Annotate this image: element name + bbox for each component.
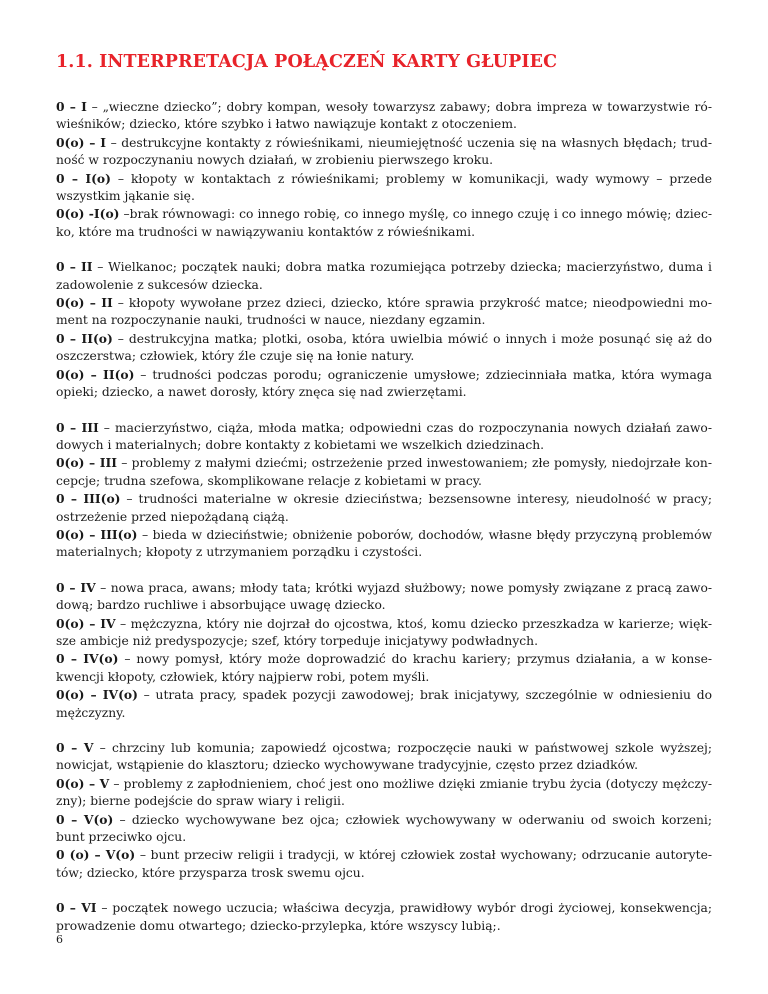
entry-paragraph — [56, 205, 712, 241]
entry-paragraph — [56, 899, 712, 935]
entry-paragraph — [56, 366, 712, 402]
card-combination-code: 0(o) – IV(o) — [56, 687, 138, 703]
entry-paragraph — [56, 846, 712, 882]
entry-description: – problemy z małymi dziećmi; ostrzeżenie przed inwestowaniem; złe pomysły, niedojrzałe koncepcje; trudna szefowa, skomplikowane relacje z kobietami w pracy. — [56, 456, 712, 488]
page-number: 6 — [56, 933, 63, 946]
entry-group — [56, 419, 712, 562]
entry-description: – destrukcyjne kontakty z rówieśnikami, nieumiejętność uczenia się na własnych błędach; trudność w rozpoczynaniu nowych działań, w zrobieniu pierwszego kroku. — [56, 135, 712, 168]
card-combination-code: 0 (o) – V(o) — [56, 847, 136, 863]
document-page — [56, 52, 712, 952]
entry-group — [56, 739, 712, 882]
card-combination-code: 0 – V — [56, 740, 94, 755]
entry-paragraph — [56, 686, 712, 722]
section-title: 1.1. INTERPRETACJA POŁĄCZEŃ KARTY GŁUPIEC — [56, 52, 558, 72]
card-combination-code: 0 – II — [56, 259, 93, 275]
entry-description: – trudności materialne w okresie dzieciństwa; bezsensowne interesy, nieudolność w pracy; ostrzeżenie przed niepożądaną ciążą. — [56, 492, 712, 524]
entry-group — [56, 579, 712, 722]
card-combination-code: 0 – I — [56, 99, 87, 114]
entry-description: – początek nowego uczucia; właściwa decyzja, prawidłowy wybór drogi życiowej, konsekwencja; prowadzenie domu otwartego; dziecko-przylepka, które wszyscy lubią;. — [56, 901, 712, 933]
entry-description: –brak równowagi: co innego robię, co innego myślę, co innego czuję i co innego mówię; dziecko, które ma trudności w nawiązywaniu kontaktów z rówieśnikami. — [56, 207, 712, 239]
card-combination-code: 0 – VI — [56, 900, 97, 916]
card-combination-code: 0(o) – I — [56, 134, 107, 150]
card-combination-code: 0(o) – II — [56, 295, 113, 311]
entry-description: – mężczyzna, który nie dojrzał do ojcostwa, ktoś, komu dziecko przeszkadza w karierze; większe ambicje niż predyspozycje; szef, który torpeduje inicjatywy podwładnych. — [56, 616, 712, 648]
entry-paragraph — [56, 258, 712, 294]
entry-description: – kłopoty w kontaktach z rówieśnikami; problemy w komunikacji, wady wymowy – przede wszystkim jąkanie się. — [56, 171, 713, 204]
card-combination-code: 0 – I(o) — [56, 170, 111, 186]
document-body — [56, 98, 712, 935]
card-combination-code: 0 – IV(o) — [56, 651, 119, 667]
entry-description: – destrukcyjna matka; plotki, osoba, która uwielbia mówić o innych i może posunąć się aż do oszczerstwa; człowiek, który źle czuje się na łonie natury. — [56, 331, 712, 364]
entry-group — [56, 258, 712, 401]
entry-paragraph — [56, 811, 712, 847]
card-combination-code: 0(o) – II(o) — [56, 366, 135, 382]
card-combination-code: 0(o) – V — [56, 775, 110, 791]
card-combination-code: 0 – V(o) — [56, 811, 114, 827]
entry-description: – utrata pracy, spadek pozycji zawodowej; brak inicjatywy, szczególnie w odniesieniu do mężczyzny. — [56, 688, 712, 720]
entry-description: – Wielkanoc; początek nauki; dobra matka rozumiejąca potrzeby dziecka; macierzyństwo, duma i zadowolenie z sukcesów dziecka. — [56, 260, 712, 292]
entry-description: – nowy pomysł, który może doprowadzić do krachu kariery; przymus działania, a w konsekwencji kłopoty, człowiek, który najpierw robi, potem myśli. — [56, 652, 713, 684]
card-combination-code: 0(o) -I(o) — [56, 206, 120, 222]
entry-description: – nowa praca, awans; młody tata; krótki wyjazd służbowy; nowe pomysły związane z pracą zawodową; bardzo ruchliwe i absorbujące uwagę dziecko. — [56, 580, 713, 613]
entry-description: – dziecko wychowywane bez ojca; człowiek wychowywany w oderwaniu od swoich korzeni; bunt przeciwko ojcu. — [56, 812, 712, 845]
card-combination-code: 0 – II(o) — [56, 330, 113, 346]
entry-paragraph — [56, 419, 712, 455]
entry-description: – bunt przeciw religii i tradycji, w której człowiek został wychowany; odrzucanie autorytetów; dziecko, które przysparza trosk swemu ojcu. — [56, 848, 712, 880]
entry-paragraph — [56, 775, 712, 811]
entry-paragraph — [56, 454, 712, 490]
card-combination-code: 0(o) – IV — [56, 615, 116, 631]
entry-paragraph — [56, 579, 712, 615]
card-combination-code: 0 – III — [56, 419, 99, 435]
entry-description: – bieda w dzieciństwie; obniżenie poborów, dochodów, własne błędy przyczyną problemów materialnych; kłopoty z utrzymaniem porządku i czystości. — [56, 527, 713, 560]
card-combination-code: 0 – III(o) — [56, 491, 121, 507]
entry-group — [56, 98, 712, 241]
entry-paragraph — [56, 134, 712, 170]
entry-description: – chrzciny lub komunia; zapowiedź ojcostwa; rozpoczęcie nauki w państwowej szkole wyższej; nowicjat, wstąpienie do klasztoru; dziecko wychowywane tradycyjnie, często przez dziadków. — [56, 741, 712, 773]
entry-paragraph — [56, 739, 712, 775]
card-combination-code: 0(o) – III — [56, 455, 118, 471]
entry-paragraph — [56, 330, 712, 366]
entry-description: – kłopoty wywołane przez dzieci, dziecko, które sprawia przykrość matce; nieodpowiedni moment na rozpoczynanie nauki, trudności w nauce, niezdany egzamin. — [56, 296, 712, 328]
entry-paragraph — [56, 294, 712, 330]
entry-description: – problemy z zapłodnieniem, choć jest ono możliwe dzięki zmianie trybu życia (dotyczy mężczyzny); bierne podejście do spraw wiary i religii. — [56, 776, 712, 809]
entry-description: – macierzyństwo, ciąża, młoda matka; odpowiedni czas do rozpoczynania nowych działań zawodowych i materialnych; dobre kontakty z kobietami we wszelkich dziedzinach. — [56, 420, 712, 452]
entry-paragraph — [56, 526, 712, 562]
entry-paragraph — [56, 170, 712, 206]
card-combination-code: 0 – IV — [56, 579, 96, 595]
entry-group — [56, 899, 712, 935]
entry-paragraph — [56, 98, 712, 134]
entry-description: – „wieczne dziecko”; dobry kompan, wesoły towarzysz zabawy; dobra impreza w towarzystwie rówieśników; dziecko, które szybko i łatwo nawiązuje kontakt z otoczeniem. — [56, 100, 712, 132]
entry-paragraph — [56, 615, 712, 651]
entry-paragraph — [56, 650, 712, 686]
card-combination-code: 0(o) – III(o) — [56, 526, 138, 542]
entry-paragraph — [56, 490, 712, 526]
entry-description: – trudności podczas porodu; ograniczenie umysłowe; zdziecinniała matka, która wymaga opieki; dziecko, a nawet dorosły, który znęca się nad zwierzętami. — [56, 367, 712, 400]
